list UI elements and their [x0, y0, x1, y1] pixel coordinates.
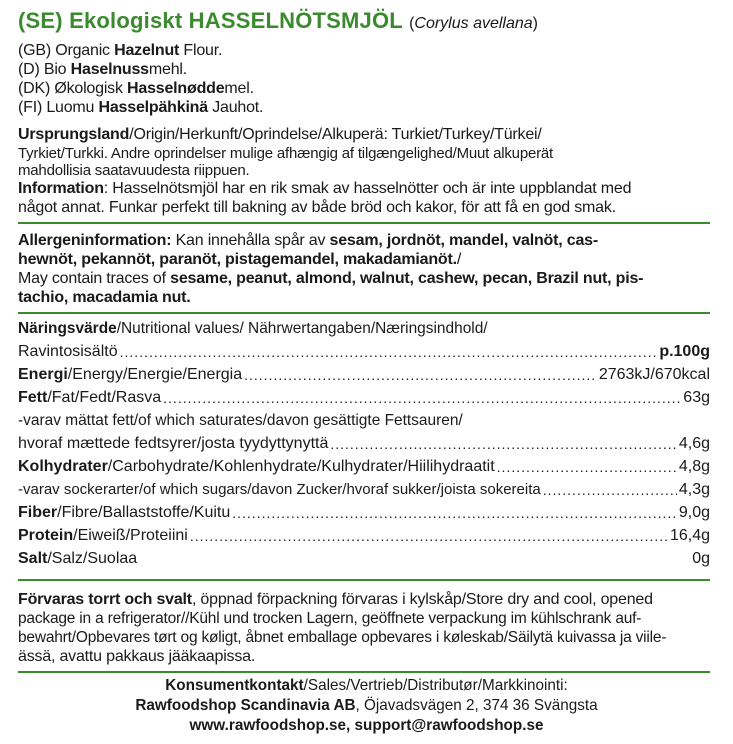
nutrition-row-protein: Protein/Eiweiß/Proteiini ..... 16,4g — [18, 525, 710, 547]
divider — [18, 579, 710, 581]
allergen-line-2: hewnöt, pekannöt, paranöt, pistagemandel, makadamianöt./ — [18, 251, 462, 268]
name-fi: (FI) Luomu Hasselpähkinä Jauhot. — [18, 99, 264, 116]
divider — [18, 222, 710, 224]
storage-line-1: Förvaras torrt och svalt, öppnad förpackning förvaras i kylskåp/Store dry and cool, opened — [18, 591, 653, 608]
nutrition-row-sugars: -varav sockerarter/of which sugars/davon Zucker/hvoraf sukker/joista sokereita ..... 4,3g — [18, 479, 710, 501]
nutrition-row-carbohydrate: Kolhydrater/Carbohydrate/Kohlenhydrate/Kulhydrater/Hiilihydraatit ..... 4,8g — [18, 456, 710, 478]
contact-email[interactable]: support@rawfoodshop.se — [354, 717, 544, 734]
divider — [18, 671, 710, 673]
storage-line-2: package in a refrigerator//Kühl und trocken Lagern, geöffnete verpackung im kühlschrank auf- — [18, 610, 642, 627]
product-title: (SE) Ekologiskt HASSELNÖTSMJÖL (Corylus avellana) — [18, 8, 538, 33]
nutrition-row-saturates: -varav mättat fett/of which saturates/davon gesättigte Fettsauren/ — [18, 412, 463, 429]
storage-line-3: bewahrt/Opbevares tørt og køligt, åbnet emballage opbevares i køleskab/Säilytä kuivassa ja viile- — [18, 629, 667, 646]
information-line-1: Information: Hasselnötsmjöl har en rik smak av hasselnötter och är inte uppblandat med — [18, 180, 632, 197]
name-de: (D) Bio Haselnussmehl. — [18, 61, 188, 78]
allergen-line-4: tachio, macadamia nut. — [18, 289, 191, 306]
nutrition-per: Ravintosisältö ..... p.100g — [18, 341, 710, 363]
contact-website[interactable]: www.rawfoodshop.se — [189, 717, 347, 734]
allergen-line-1: Allergeninformation: Kan innehålla spår av sesam, jordnöt, mandel, valnöt, cas- — [18, 232, 598, 249]
origin-line-1: Ursprungsland/Origin/Herkunft/Oprindelse/Alkuperä: Turkiet/Turkey/Türkei/ — [18, 126, 542, 143]
nutrition-row-energy: Energi/Energy/Energie/Energia ..... 2763kJ/670kcal — [18, 364, 710, 386]
contact-line-2: Rawfoodshop Scandinavia AB, Öjavadsvägen 2, 374 36 Svängsta — [135, 697, 598, 714]
contact-line-3: www.rawfoodshop.se, support@rawfoodshop.se — [189, 717, 544, 734]
title-main: (SE) Ekologiskt HASSELNÖTSMJÖL — [18, 8, 403, 33]
nutrition-row-saturates-value: hvoraf mættede fedtsyrer/josta tyydyttynyttä ..... 4,6g — [18, 433, 710, 455]
nutrition-row-fiber: Fiber/Fibre/Ballaststoffe/Kuitu ..... 9,0g — [18, 502, 710, 524]
nutrition-header: Näringsvärde/Nutritional values/ Nährwertangaben/Næringsindhold/ — [18, 320, 488, 337]
name-dk: (DK) Økologisk Hasselnøddemel. — [18, 80, 254, 97]
origin-line-3: mahdollisia saatavuudesta riippuen. — [18, 162, 250, 179]
contact-line-1: Konsumentkontakt/Sales/Vertrieb/Distributør/Markkinointi: — [165, 677, 568, 694]
information-line-2: något annat. Funkar perfekt till bakning av både bröd och kakor, för att få en god smak. — [18, 199, 616, 216]
storage-line-4: ässä, avattu pakkaus jääkaapissa. — [18, 648, 256, 665]
name-gb: (GB) Organic Hazelnut Flour. — [18, 42, 223, 59]
nutrition-row-salt: Salt/Salz/Suolaa 0g — [18, 550, 710, 567]
divider — [18, 312, 710, 314]
title-species: Corylus avellana — [414, 15, 533, 32]
allergen-line-3: May contain traces of sesame, peanut, almond, walnut, cashew, pecan, Brazil nut, pis- — [18, 270, 644, 287]
nutrition-row-fat: Fett/Fat/Fedt/Rasva ..... 63g — [18, 387, 710, 409]
origin-line-2: Tyrkiet/Turkki. Andre oprindelser mulige afhængig af tilgængelighed/Muut alkuperät — [18, 145, 554, 162]
